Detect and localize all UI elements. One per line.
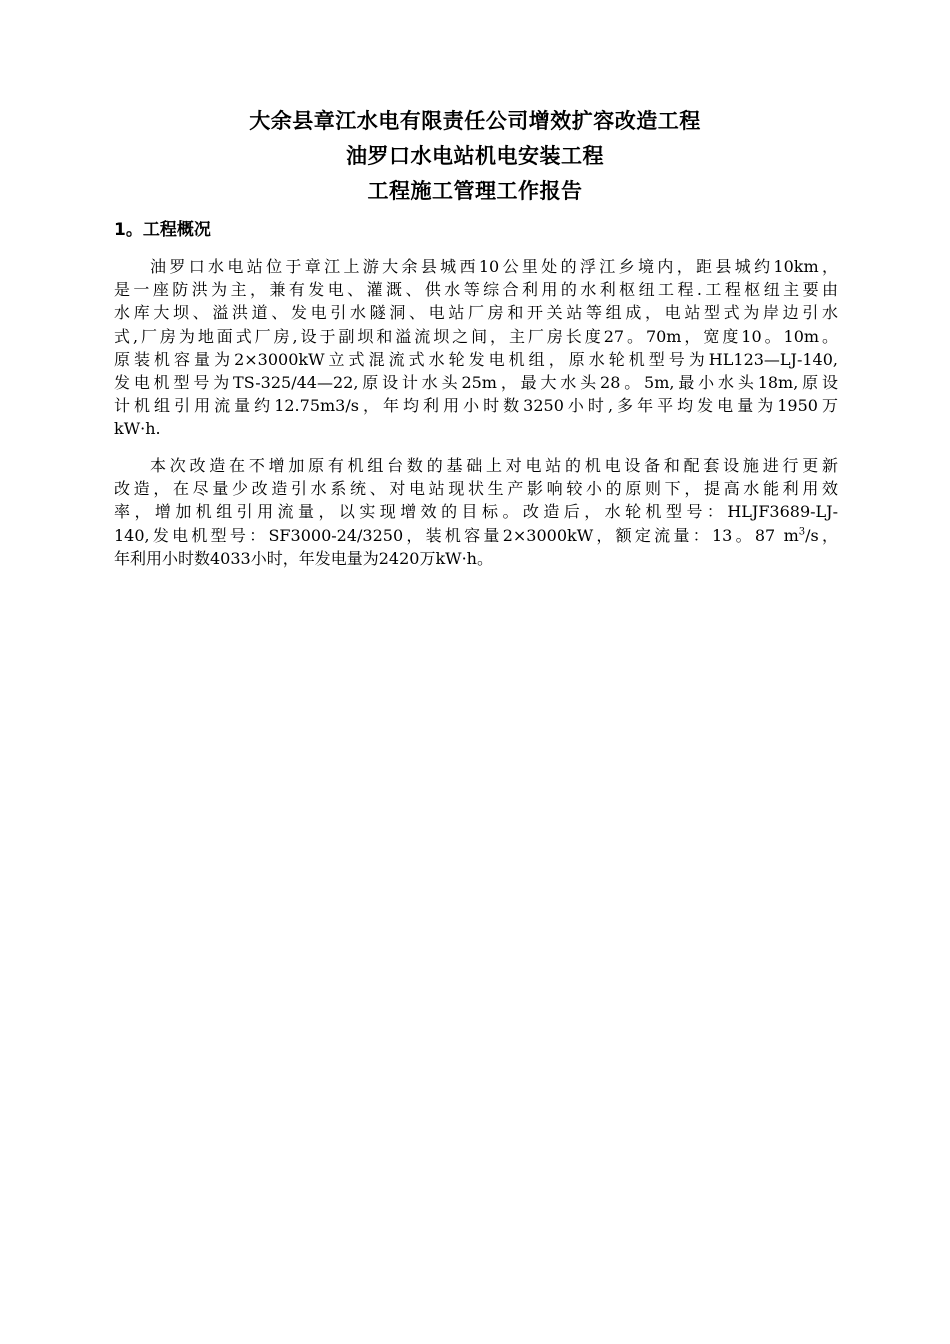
paragraph-line: 是一座防洪为主，兼有发电、灌溉、供水等综合利用的水利枢纽工程.工程枢纽主要由 [114,280,838,300]
paragraph-line: 计机组引用流量约12.75m3/s，年均利用小时数3250小时,多年平均发电量为1950万 [114,396,838,416]
paragraph-line: 改造，在尽量少改造引水系统、对电站现状生产影响较小的原则下，提高水能利用效 [114,479,838,499]
paragraph-line: 原装机容量为2×3000kW立式混流式水轮发电机组，原水轮机型号为HL123—LJ-140, [114,349,838,369]
paragraph-station-overview [114,255,838,441]
paragraph-line [114,524,838,547]
paragraph-renovation [114,454,838,570]
cubic-superscript: 3 [798,526,806,538]
flow-unit-text: /s， [805,525,838,545]
paragraph-line: kW·h. [114,419,161,439]
paragraph-line: 本次改造在不增加原有机组台数的基础上对电站的机电设备和配套设施进行更新 [150,456,838,475]
paragraph-line: 发电机型号为TS-325/44—22,原设计水头25m，最大水头28。5m,最小水头18m,原设 [114,372,838,392]
flow-rate-text: 140,发电机型号：SF3000-24/3250，装机容量2×3000kW，额定流量：13。87 m [114,525,799,545]
paragraph-line: 式,厂房为地面式厂房,设于副坝和溢流坝之间，主厂房长度27。70m，宽度10。10m。 [114,326,838,346]
paragraph-line: 年利用小时数4033小时，年发电量为2420万kW·h。 [114,548,493,568]
document-title [0,104,950,209]
title-line-1: 大余县章江水电有限责任公司增效扩容改造工程 [249,109,701,133]
section-heading-overview: 1。工程概况 [114,220,211,240]
paragraph-line: 油罗口水电站位于章江上游大余县城西10公里处的浮江乡境内，距县城约10km， [150,257,838,276]
paragraph-line: 率，增加机组引用流量，以实现增效的目标。改造后，水轮机型号：HLJF3689-LJ- [114,502,838,522]
paragraph-line: 水库大坝、溢洪道、发电引水隧洞、电站厂房和开关站等组成，电站型式为岸边引水 [114,303,838,323]
title-line-2: 油罗口水电站机电安装工程 [346,144,604,168]
title-line-3: 工程施工管理工作报告 [367,179,583,203]
